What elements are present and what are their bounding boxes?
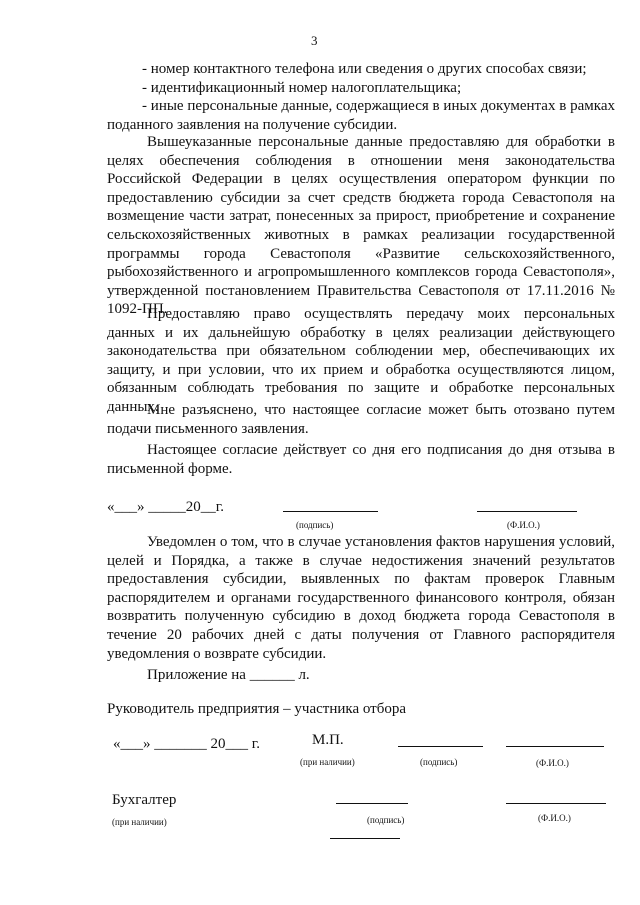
revocation-paragraph: Мне разъяснено, что настоящее согласие может быть отозвано путем подачи письменного заявления. <box>107 402 615 437</box>
fio-rule <box>506 746 604 747</box>
fio-caption: (Ф.И.О.) <box>507 520 540 530</box>
signature-rule <box>398 746 483 747</box>
fio-rule <box>506 803 606 804</box>
list-item: - идентификационный номер налогоплательщика; <box>142 80 462 96</box>
signature-caption: (подпись) <box>420 757 458 767</box>
signature-caption: (подпись) <box>296 520 334 530</box>
attachment-line: Приложение на ______ л. <box>147 667 310 683</box>
fio-rule <box>477 511 577 512</box>
head-title: Руководитель предприятия – участника отбора <box>107 701 407 717</box>
signature-caption: (подпись) <box>367 815 405 825</box>
validity-paragraph: Настоящее согласие действует со дня его подписания до дня отзыва в письменной форме. <box>107 442 615 477</box>
fio-caption: (Ф.И.О.) <box>536 758 569 768</box>
stamp-note: (при наличии) <box>300 757 355 767</box>
consent-purpose-paragraph: Вышеуказанные персональные данные предоставляю для обработки в целях обеспечения соблюдения в отношении меня законодательства Российской Федерации в целях осуществления оператором функции по предоставлению субсидии за счет средств бюджета города Севастополя на возмещение части затрат, понесенных за прирост, приобретение и сохранение сельскохозяйственных животных в рамках реализации государственной программы города Севастополя «Развитие сельскохозяйственного, рыбохозяйственного и агропромышленного комплексов города Севастополя», утвержденной постановлением Правительства Севастополя от 17.11.2016 № 1092-ПП. <box>107 134 615 318</box>
fio-caption: (Ф.И.О.) <box>538 813 571 823</box>
accountant-note: (при наличии) <box>112 817 167 827</box>
stamp-label: М.П. <box>312 732 344 748</box>
list-item: - иные персональные данные, содержащиеся в иных документах в рамках поданного заявления на получение субсидии. <box>107 98 615 133</box>
accountant-title: Бухгалтер <box>112 792 177 808</box>
consent-transfer-paragraph: Предоставляю право осуществлять передачу моих персональных данных и их дальнейшую обработку в целях реализации действующего законодательства при обязательном соблюдении мер, обеспечивающих их защиту, и при условии, что их прием и обработка осуществляются лицом, обязанным соблюдать требования по защите и обработке персональных данных. <box>107 306 615 415</box>
date-line: «___» _____20__г. <box>107 499 224 515</box>
signature-rule <box>283 511 378 512</box>
notice-paragraph: Уведомлен о том, что в случае установления фактов нарушения условий, целей и Порядка, а также в случае недостижения значений результатов предоставления субсидии, выявленных по фактам проверок Главным распорядителем и органами государственного финансового контроля, обязан возвратить полученную субсидию в доход бюджета города Севастополя в течение 20 рабочих дней с даты получения от Главного распорядителя уведомления о возврате субсидии. <box>107 534 615 662</box>
date-line: «___» _______ 20___ г. <box>113 736 260 752</box>
extra-rule <box>330 838 400 839</box>
page-number: 3 <box>311 33 318 48</box>
list-item: - номер контактного телефона или сведения о других способах связи; <box>142 61 587 77</box>
signature-rule <box>336 803 408 804</box>
